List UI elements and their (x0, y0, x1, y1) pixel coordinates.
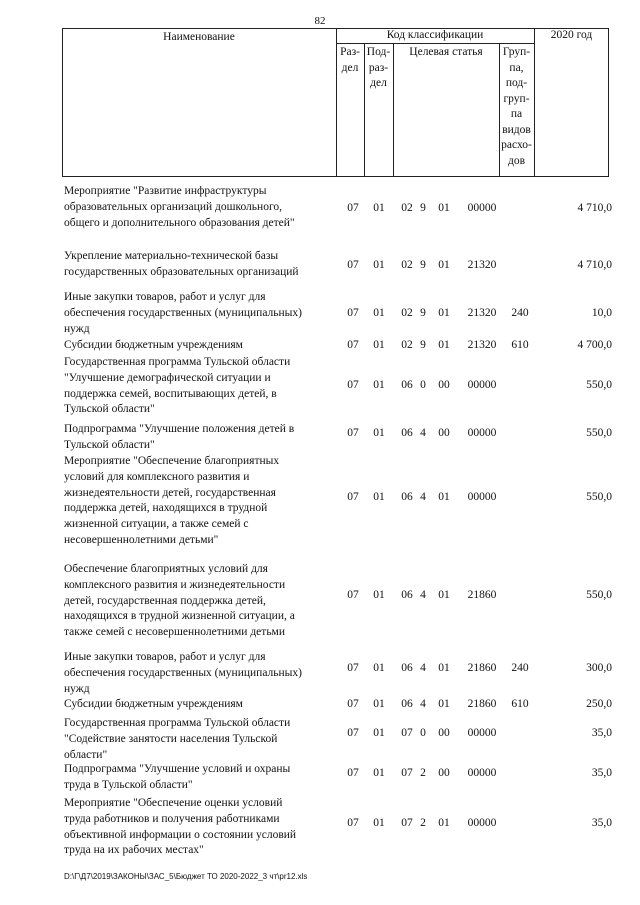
file-path-footer: D:\Г\Д7\2019\ЗАКОНЫ\ЗАС_5\Бюджет ТО 2020-2022_3 чт\pr12.xls (64, 872, 308, 881)
page-number: 82 (314, 15, 326, 27)
table-header (62, 28, 609, 176)
row-s4: 21320 (467, 307, 497, 319)
row-razdel: 07 (347, 379, 359, 391)
row-s1: 06 (401, 662, 413, 674)
row-s3: 01 (438, 589, 450, 601)
row-s3: 00 (438, 767, 450, 779)
header-podrazdel: Под- раз- дел (366, 46, 391, 89)
row-razdel: 07 (347, 589, 359, 601)
row-razdel: 07 (347, 817, 359, 829)
row-razdel: 07 (347, 202, 359, 214)
row-name: Мероприятие "Обеспечение благоприятных условий для комплексного развития и жизнедеятельности детей, государственная поддержка детей, находящихся в трудной жизненной ситуации, а также семей с несовершеннолетними детьми" (64, 455, 280, 546)
row-s3: 01 (438, 307, 450, 319)
row-razdel: 07 (347, 491, 359, 503)
row-s2: 4 (420, 491, 426, 503)
row-sum: 550,0 (586, 589, 612, 601)
row-s1: 07 (401, 817, 413, 829)
header-razdel: Раз- дел (340, 46, 360, 74)
row-s1: 06 (401, 491, 413, 503)
row-pod: 01 (373, 202, 385, 214)
header-code: Код классификации (386, 29, 484, 41)
header-year: 2020 год (550, 29, 593, 41)
row-s2: 2 (420, 767, 426, 779)
row-s3: 01 (438, 202, 450, 214)
row-razdel: 07 (347, 339, 359, 351)
row-s1: 02 (401, 307, 413, 319)
row-s3: 01 (438, 259, 450, 271)
row-s2: 9 (420, 307, 426, 319)
row-name: Государственная программа Тульской области "Улучшение демографической ситуации и поддержка семей, воспитывающих детей, в Тульской области" (64, 356, 291, 416)
row-pod: 01 (373, 817, 385, 829)
row-sum: 550,0 (586, 379, 612, 391)
row-razdel: 07 (347, 662, 359, 674)
row-name: Субсидии бюджетным учреждениям (64, 698, 243, 710)
row-s2: 4 (420, 698, 426, 710)
row-s1: 06 (401, 379, 413, 391)
header-target: Целевая статья (409, 46, 483, 58)
row-s4: 21860 (467, 698, 497, 710)
row-s2: 9 (420, 339, 426, 351)
row-grp: 240 (511, 662, 529, 674)
row-name: Подпрограмма "Улучшение условий и охраны труда в Тульской области" (64, 763, 291, 791)
row-s2: 9 (420, 202, 426, 214)
row-pod: 01 (373, 427, 385, 439)
row-s2: 9 (420, 259, 426, 271)
row-sum: 4 710,0 (577, 202, 612, 214)
row-s4: 00000 (467, 767, 497, 779)
row-s2: 4 (420, 427, 426, 439)
row-s4: 00000 (467, 727, 497, 739)
row-s2: 0 (420, 379, 426, 391)
row-s3: 00 (438, 427, 450, 439)
row-grp: 240 (511, 307, 529, 319)
row-name: Субсидии бюджетным учреждениям (64, 339, 243, 351)
row-razdel: 07 (347, 259, 359, 271)
row-s1: 06 (401, 698, 413, 710)
row-s2: 0 (420, 727, 426, 739)
row-s4: 00000 (467, 491, 497, 503)
header-name: Наименование (163, 31, 235, 43)
row-name: Обеспечение благоприятных условий для комплексного развития и жизнедеятельности детей, государственная поддержка детей, находящихся в трудной жизненной ситуации, а также семей с несовершеннолетними детьми (64, 563, 295, 639)
row-s1: 02 (401, 339, 413, 351)
row-s4: 00000 (467, 202, 497, 214)
row-name: Иные закупки товаров, работ и услуг для обеспечения государственных (муниципальных) нужд (64, 291, 302, 335)
row-s4: 21320 (467, 259, 497, 271)
row-razdel: 07 (347, 727, 359, 739)
row-s3: 01 (438, 817, 450, 829)
row-razdel: 07 (347, 698, 359, 710)
row-sum: 250,0 (586, 698, 612, 710)
row-sum: 35,0 (591, 817, 612, 829)
row-razdel: 07 (347, 427, 359, 439)
row-name: Укрепление материально-технической базы государственных образовательных организаций (64, 250, 299, 278)
row-sum: 300,0 (586, 662, 612, 674)
row-s1: 07 (401, 727, 413, 739)
row-s4: 00000 (467, 379, 497, 391)
row-pod: 01 (373, 727, 385, 739)
row-grp: 610 (511, 698, 529, 710)
row-grp: 610 (511, 339, 529, 351)
row-name: Мероприятие "Обеспечение оценки условий труда работников и получения работниками объективной информации о состоянии условий труда на их рабочих местах" (64, 797, 297, 857)
row-sum: 35,0 (591, 767, 612, 779)
row-s1: 07 (401, 767, 413, 779)
row-s2: 4 (420, 662, 426, 674)
row-s1: 06 (401, 589, 413, 601)
row-pod: 01 (373, 589, 385, 601)
row-name: Государственная программа Тульской области "Содействие занятости населения Тульской области" (64, 717, 291, 761)
row-pod: 01 (373, 339, 385, 351)
row-s3: 00 (438, 727, 450, 739)
row-sum: 4 700,0 (577, 339, 612, 351)
row-pod: 01 (373, 698, 385, 710)
row-name: Мероприятие "Развитие инфраструктуры образовательных организаций дошкольного, общего и дополнительного образования детей" (64, 185, 295, 229)
row-razdel: 07 (347, 767, 359, 779)
row-sum: 10,0 (591, 307, 612, 319)
row-s3: 01 (438, 698, 450, 710)
row-s3: 01 (438, 339, 450, 351)
row-s1: 02 (401, 202, 413, 214)
row-sum: 550,0 (586, 427, 612, 439)
row-pod: 01 (373, 767, 385, 779)
row-s2: 2 (420, 817, 426, 829)
row-s3: 00 (438, 379, 450, 391)
row-pod: 01 (373, 379, 385, 391)
header-group: Груп- па, под- груп- па видов расхо- дов (501, 46, 532, 167)
row-s3: 01 (438, 662, 450, 674)
row-pod: 01 (373, 307, 385, 319)
row-name: Подпрограмма "Улучшение положения детей в Тульской области" (64, 423, 295, 451)
row-pod: 01 (373, 491, 385, 503)
row-sum: 35,0 (591, 727, 612, 739)
row-sum: 550,0 (586, 491, 612, 503)
row-pod: 01 (373, 259, 385, 271)
row-s1: 02 (401, 259, 413, 271)
row-s4: 21320 (467, 339, 497, 351)
row-s4: 21860 (467, 589, 497, 601)
row-s1: 06 (401, 427, 413, 439)
row-s3: 01 (438, 491, 450, 503)
row-sum: 4 710,0 (577, 259, 612, 271)
row-s4: 00000 (467, 817, 497, 829)
row-s4: 21860 (467, 662, 497, 674)
row-s2: 4 (420, 589, 426, 601)
row-name: Иные закупки товаров, работ и услуг для обеспечения государственных (муниципальных) нужд (64, 651, 302, 695)
row-razdel: 07 (347, 307, 359, 319)
row-pod: 01 (373, 662, 385, 674)
row-s4: 00000 (467, 427, 497, 439)
